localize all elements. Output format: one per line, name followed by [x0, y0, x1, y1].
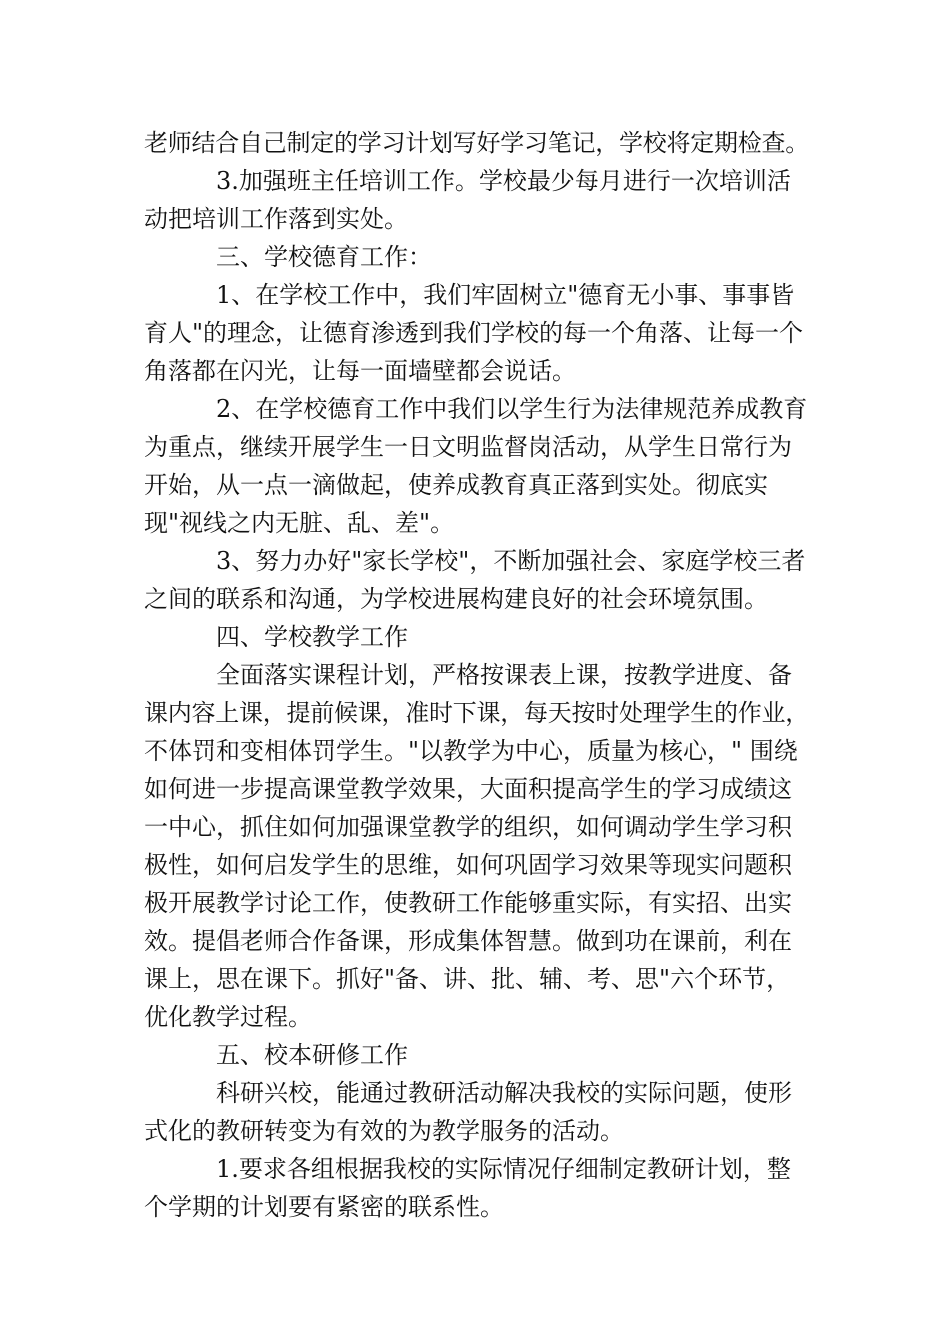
- text-line: 2、在学校德育工作中我们以学生行为法律规范养成教育: [216, 395, 808, 423]
- text-line: 全面落实课程计划，严格按课表上课，按教学进度、备: [216, 661, 792, 689]
- text-line: 为重点，继续开展学生一日文明监督岗活动，从学生日常行为: [144, 433, 792, 461]
- text-line: 不体罚和变相体罚学生。"以教学为中心，质量为核心，" 围绕: [144, 737, 798, 765]
- section-heading-school-research: 五、校本研修工作: [216, 1041, 408, 1069]
- text-line: 一中心，抓住如何加强课堂教学的组织，如何调动学生学习积: [144, 813, 792, 841]
- text-line: 育人"的理念，让德育渗透到我们学校的每一个角落、让每一个: [144, 319, 804, 347]
- text-line: 科研兴校，能通过教研活动解决我校的实际问题，使形: [216, 1079, 792, 1107]
- document-body: [144, 124, 814, 1226]
- text-line: 老师结合自己制定的学习计划写好学习笔记，学校将定期检查。: [144, 129, 809, 157]
- text-line: 3.加强班主任培训工作。学校最少每月进行一次培训活: [216, 167, 791, 195]
- text-line: 课内容上课，提前候课，准时下课，每天按时处理学生的作业，: [144, 699, 809, 727]
- text-line: 个学期的计划要有紧密的联系性。: [144, 1193, 504, 1221]
- section-heading-teaching-work: 四、学校教学工作: [216, 623, 408, 651]
- text-line: 角落都在闪光，让每一面墙壁都会说话。: [144, 357, 576, 385]
- section-heading-moral-education: 三、学校德育工作：: [216, 243, 432, 271]
- text-line: 式化的教研转变为有效的为教学服务的活动。: [144, 1117, 624, 1145]
- text-line: 3、努力办好"家长学校"，不断加强社会、家庭学校三者: [216, 547, 806, 575]
- text-line: 之间的联系和沟通，为学校进展构建良好的社会环境氛围。: [144, 585, 768, 613]
- text-line: 1.要求各组根据我校的实际情况仔细制定教研计划，整: [216, 1155, 791, 1183]
- text-line: 如何进一步提高课堂教学效果，大面积提高学生的学习成绩这: [144, 775, 792, 803]
- text-line: 极性，如何启发学生的思维，如何巩固学习效果等现实问题积: [144, 851, 792, 879]
- text-line: 课上，思在课下。抓好"备、讲、批、辅、考、思"六个环节，: [144, 965, 791, 993]
- text-line: 动把培训工作落到实处。: [144, 205, 408, 233]
- text-line: 优化教学过程。: [144, 1003, 312, 1031]
- text-line: 开始，从一点一滴做起，使养成教育真正落到实处。彻底实: [144, 471, 768, 499]
- text-line: 1、在学校工作中，我们牢固树立"德育无小事、事事皆: [216, 281, 795, 309]
- text-line: 效。提倡老师合作备课，形成集体智慧。做到功在课前，利在: [144, 927, 792, 955]
- text-line: 现"视线之内无脏、乱、差"。: [144, 509, 455, 537]
- text-line: 极开展教学讨论工作，使教研工作能够重实际，有实招、出实: [144, 889, 792, 917]
